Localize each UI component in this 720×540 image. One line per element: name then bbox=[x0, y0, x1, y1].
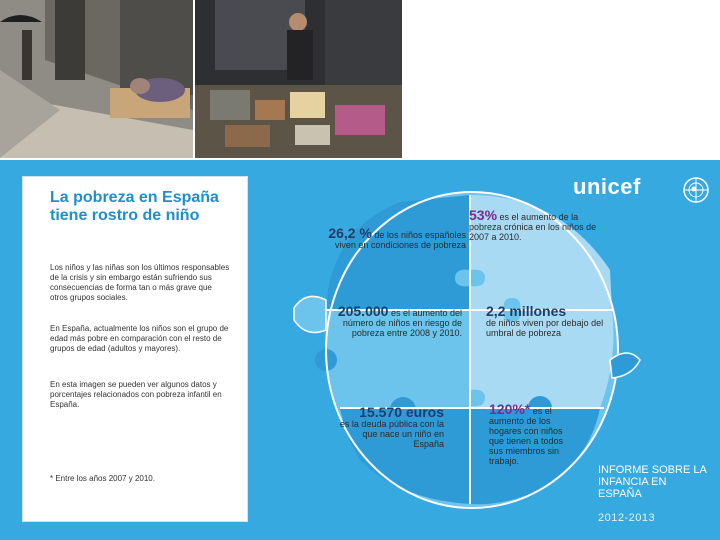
intro-text-panel bbox=[22, 176, 248, 522]
unicef-infographic bbox=[0, 160, 720, 540]
intro-paragraph-2: En España, actualmente los niños son el grupo de edad más pobre en comparación con el resto de grupos de edad (adultos y mayores). bbox=[50, 324, 229, 353]
report-years: 2012-2013 bbox=[598, 512, 656, 524]
report-title: INFORME SOBRE LA INFANCIA EN ESPAÑA bbox=[598, 464, 707, 500]
unicef-globe-emblem-icon bbox=[683, 177, 709, 203]
stat-value: 205.000 bbox=[337, 303, 389, 319]
stat-description: es el aumento de la pobreza crónica en los niños de 2007 a 2010. bbox=[469, 212, 597, 242]
homeless-sleeping-street-photo bbox=[0, 0, 193, 158]
footnote: * Entre los años 2007 y 2010. bbox=[50, 474, 155, 483]
unicef-wordmark: unicef bbox=[573, 174, 641, 199]
stat-children-at-risk-increase bbox=[312, 303, 462, 338]
stat-chronic-poverty-increase bbox=[469, 207, 599, 242]
stat-value: 2,2 millones bbox=[486, 303, 567, 319]
stat-children-below-poverty-line bbox=[486, 303, 606, 338]
stat-description: es la deuda pública con la que nace un niño en España bbox=[339, 419, 444, 449]
stat-description: es el aumento del número de niños en riesgo de pobreza entre 2008 y 2010. bbox=[342, 308, 462, 338]
intro-paragraph-1: Los niños y las niñas son los últimos responsables de la crisis y sin embargo están sufriendo sus consecuencias de forma tan o más grave que otros grupos sociales. bbox=[50, 263, 230, 302]
stat-value: 15.570 euros bbox=[359, 404, 444, 420]
intro-paragraph-3: En esta imagen se pueden ver algunos datos y porcentajes relacionados con pobreza infantil en España. bbox=[50, 380, 222, 409]
stat-description: de los niños españoles viven en condiciones de pobreza bbox=[334, 230, 466, 250]
stat-description: de niños viven por debajo del umbral de pobreza bbox=[486, 318, 604, 338]
stat-value: 26,2 % bbox=[328, 225, 372, 241]
stat-unemployed-households-increase bbox=[489, 401, 579, 466]
stat-description: es el aumento de los hogares con niños que tienen a todos sus miembros sin trabajo. bbox=[489, 406, 564, 466]
man-sorting-garbage-photo bbox=[195, 0, 402, 158]
stat-child-poverty-rate bbox=[328, 225, 466, 250]
stat-value: 53% bbox=[469, 207, 498, 223]
stat-public-debt-per-child bbox=[334, 404, 444, 449]
stat-value: 120%* bbox=[489, 401, 531, 417]
panel-title: La pobreza en España tiene rostro de niño bbox=[50, 189, 219, 224]
